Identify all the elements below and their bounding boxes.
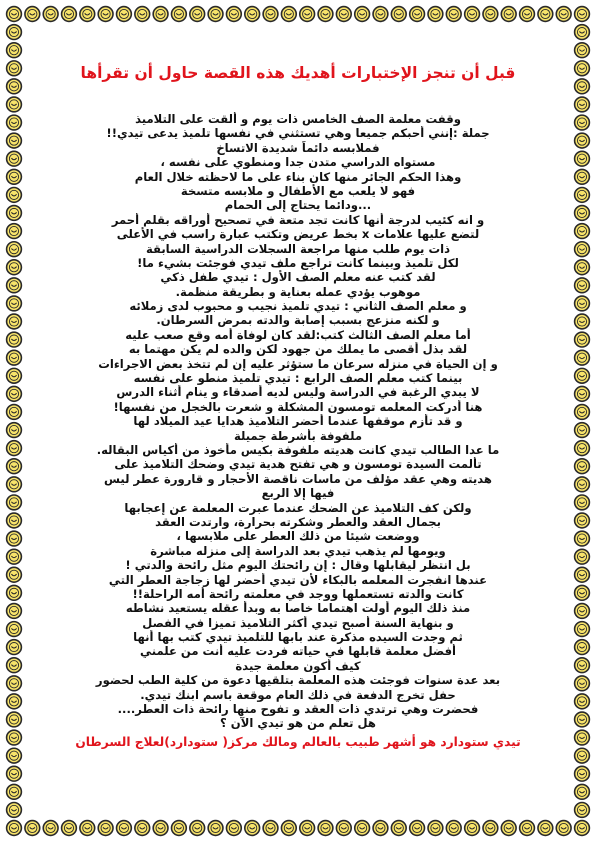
story-line: ذات يوم طلب منها مراجعة السجلات الدراسية السابقة [145, 241, 451, 256]
border-ornament [373, 7, 388, 22]
border-ornament [575, 803, 590, 818]
border-ornament [7, 531, 22, 546]
story-line: هل تعلم من هو تيدي الآن ؟ [220, 716, 376, 731]
story-line: و لكنه منزعج بسبب إصابة والدته بمرض السرطان. [156, 313, 440, 328]
story-line: و قد تأزم موقفها عندما أحضر التلاميذ هدايا عيد الميلاد لها [133, 414, 463, 429]
border-ornament [135, 7, 150, 22]
story-line: فهو لا يلعب مع الأطفال و ملابسه متسخة [180, 183, 416, 198]
border-ornament [428, 7, 443, 22]
border-ornament [7, 25, 22, 40]
border-ornament [575, 405, 590, 420]
border-ornament [575, 386, 590, 401]
border-ornament [117, 7, 132, 22]
border-ornament [7, 43, 22, 58]
border-ornament [575, 61, 590, 76]
border-ornament [172, 821, 187, 836]
story-line: و معلم الصف الثاني : تيدي تلميذ نجيب و محبوب لدى زملائه [129, 299, 467, 314]
border-ornament [226, 7, 241, 22]
border-ornament [575, 260, 590, 275]
border-ornament [7, 694, 22, 709]
border-ornament [263, 821, 278, 836]
story-line: كيف أكون معلمة جيدة [235, 658, 361, 673]
border-ornament [575, 25, 590, 40]
border-ornament [7, 513, 22, 528]
border-ornament [538, 821, 553, 836]
border-ornament [556, 7, 571, 22]
story-line: جملة :إنني أحبكم جميعا وهي تستثني في نفسها تلميذ يدعى تيدي!! [106, 126, 490, 141]
border-ornament [7, 242, 22, 257]
document-content [40, 58, 556, 818]
border-ornament [226, 821, 241, 836]
border-ornament [300, 821, 315, 836]
border-ornament [98, 821, 113, 836]
border-ornament [25, 821, 40, 836]
border-ornament [281, 821, 296, 836]
border-ornament [7, 97, 22, 112]
border-ornament [7, 133, 22, 148]
border-ornament [575, 43, 590, 58]
border-ornament [263, 7, 278, 22]
border-ornament [575, 206, 590, 221]
border-ornament [575, 296, 590, 311]
border-ornament [575, 585, 590, 600]
border-ornament [172, 7, 187, 22]
story-text [40, 112, 556, 731]
border-ornament [7, 604, 22, 619]
story-line: وهذا الحكم الجائر منها كان بناء على ما لاحظته خلال العام [134, 169, 462, 184]
story-line: ما عدا الطالب تيدي كانت هديته ملفوفة بكيس مأخوذ من أكياس البقاله. [96, 442, 500, 457]
story-line: ملفوفة بأشرطة جميلة [233, 428, 363, 443]
border-ornament [575, 513, 590, 528]
border-ornament [62, 821, 77, 836]
border-ornament [575, 79, 590, 94]
border-ornament [7, 314, 22, 329]
border-ornament [300, 7, 315, 22]
border-ornament [318, 7, 333, 22]
border-ornament [501, 7, 516, 22]
border-ornament [355, 821, 370, 836]
border-ornament [575, 784, 590, 799]
story-line: و انه كئيب لدرجة أنها كانت تجد متعة في تصحيح أوراقه بقلم أحمر [111, 212, 485, 227]
border-ornament [391, 821, 406, 836]
border-ornament [446, 7, 461, 22]
story-line: فملابسه دائماً شديدة الاتساخ [216, 140, 380, 155]
border-ornament [483, 821, 498, 836]
border-ornament [355, 7, 370, 22]
story-line: و إن الحياة في منزله سرعان ما ستؤثر عليه إن لم تتخذ بعض الاجراءات [98, 356, 498, 371]
border-ornament [575, 640, 590, 655]
border-ornament [7, 151, 22, 166]
border-ornament [7, 567, 22, 582]
border-ornament [575, 567, 590, 582]
border-ornament [7, 784, 22, 799]
border-ornament [7, 187, 22, 202]
border-ornament [7, 495, 22, 510]
border-ornament [575, 531, 590, 546]
border-ornament [575, 97, 590, 112]
border-ornament [7, 748, 22, 763]
border-ornament [7, 585, 22, 600]
border-ornament [190, 821, 205, 836]
border-ornament [7, 115, 22, 130]
border-ornament [208, 821, 223, 836]
border-ornament [7, 459, 22, 474]
border-ornament [7, 640, 22, 655]
border-ornament [153, 821, 168, 836]
border-ornament [245, 821, 260, 836]
border-ornament [575, 549, 590, 564]
border-ornament [575, 7, 590, 22]
border-ornament [7, 260, 22, 275]
border-ornament [575, 169, 590, 184]
border-ornament [7, 206, 22, 221]
border-ornament [7, 368, 22, 383]
story-line: هنا أدركت المعلمه تومسون المشكلة و شعرت بالخجل من نفسها! [113, 399, 483, 414]
border-ornament [7, 79, 22, 94]
border-ornament [7, 169, 22, 184]
border-ornament [575, 730, 590, 745]
border-ornament [501, 821, 516, 836]
border-ornament [575, 441, 590, 456]
border-ornament [556, 821, 571, 836]
border-ornament [7, 386, 22, 401]
border-ornament [98, 7, 113, 22]
border-ornament [575, 821, 590, 836]
story-line: لقد بذل أقصى ما يملك من جهود لكن والده لم يكن مهتما به [128, 342, 468, 357]
border-ornament [538, 7, 553, 22]
story-line: بجمال العقد والعطر وشكرته بحرارة، وارتدت العقد [155, 514, 441, 529]
story-line: وقفت معلمة الصف الخامس ذات يوم و ألقت على التلاميذ [135, 112, 461, 126]
story-line: كانت والدته تستعملها ووجد في معلمته رائحة أمه الراحلة!! [132, 586, 464, 601]
border-ornament [483, 7, 498, 22]
border-ornament [117, 821, 132, 836]
border-ornament [318, 821, 333, 836]
border-ornament [7, 441, 22, 456]
border-ornament [336, 7, 351, 22]
border-ornament [7, 549, 22, 564]
story-conclusion: تيدي ستودارد هو أشهر طبيب بالعالم ومالك مركز( ستودارد)لعلاج السرطان [75, 734, 521, 749]
border-ornament [373, 821, 388, 836]
story-line: لقد كتب عنه معلم الصف الأول : تيدي طفل ذكي [160, 270, 436, 285]
story-line: تألمت السيدة تومسون و هي تفتح هدية تيدي وضحك التلاميذ على [114, 457, 482, 472]
border-ornament [575, 622, 590, 637]
story-line: منذ ذلك اليوم أولت اهتماما خاصا به وبدأ عقله يستعيد نشاطه [125, 601, 471, 616]
story-line: أما معلم الصف الثالث كتب:لقد كان لوفاة أمه وقع صعب عليه [125, 327, 471, 342]
border-ornament [208, 7, 223, 22]
story-line: هديته وهي عقد مؤلف من ماسات ناقصة الأحجار و قارورة عطر ليس [104, 471, 492, 486]
border-ornament [575, 766, 590, 781]
border-ornament [7, 803, 22, 818]
border-ornament [7, 622, 22, 637]
story-line: بينما كتب معلم الصف الرابع : تيدي تلميذ منطو على نفسه [133, 371, 463, 386]
border-ornament [575, 712, 590, 727]
border-ornament [7, 423, 22, 438]
border-ornament [575, 278, 590, 293]
border-ornament [575, 133, 590, 148]
border-ornament [575, 115, 590, 130]
border-ornament [575, 314, 590, 329]
border-ornament [575, 151, 590, 166]
border-ornament [7, 405, 22, 420]
border-ornament [80, 7, 95, 22]
border-ornament [428, 821, 443, 836]
border-ornament [190, 7, 205, 22]
border-ornament [575, 604, 590, 619]
border-ornament [575, 676, 590, 691]
border-ornament [575, 694, 590, 709]
border-ornament [7, 658, 22, 673]
border-ornament [43, 7, 58, 22]
border-ornament [281, 7, 296, 22]
border-ornament [336, 821, 351, 836]
border-ornament [575, 658, 590, 673]
story-line: بعد عدة سنوات فوجئت هذه المعلمة بتلقيها دعوة من كلية الطب لحضور [95, 673, 501, 688]
border-ornament [7, 350, 22, 365]
story-line: بل انتظر ليقابلها وقال : إن رائحتك اليوم مثل رائحة والدتي ! [125, 558, 471, 573]
border-ornament [7, 477, 22, 492]
story-line: ويومها لم يذهب تيدي بعد الدراسة إلى منزله مباشرة [150, 543, 446, 558]
border-ornament [153, 7, 168, 22]
story-line: ووضعت شيئا من ذلك العطر على ملابسها ، [176, 529, 420, 544]
border-ornament [7, 224, 22, 239]
border-ornament [43, 821, 58, 836]
border-ornament [446, 821, 461, 836]
border-ornament [520, 821, 535, 836]
story-line: فحضرت وهي ترتدي ذات العقد و تفوح منها رائحة ذات العطر.... [117, 702, 479, 717]
border-ornament [80, 821, 95, 836]
border-ornament [7, 7, 22, 22]
border-ornament [575, 748, 590, 763]
story-line: لتضع عليها علامات x بخط عريض وتكتب عبارة راسب في الأعلى [116, 227, 480, 242]
border-ornament [7, 61, 22, 76]
border-ornament [575, 495, 590, 510]
story-line: و بنهاية السنة أصبح تيدي أكثر التلاميذ تميزا في الفصل [142, 615, 454, 630]
border-ornament [520, 7, 535, 22]
border-ornament [575, 350, 590, 365]
story-line: موهوب يؤدي عمله بعناية و بطريقة منظمة. [175, 284, 421, 299]
border-ornament [575, 242, 590, 257]
border-ornament [575, 332, 590, 347]
border-ornament [575, 187, 590, 202]
border-ornament [135, 821, 150, 836]
page-title: قبل أن تنجز الإختبارات أهديك هذه القصة حاول أن تقرأها [80, 64, 516, 82]
border-ornament [575, 423, 590, 438]
story-line: فيها إلا الربع [261, 486, 335, 501]
border-ornament [410, 7, 425, 22]
story-line: ثم وجدت السيده مذكرة عند بابها للتلميذ تيدي كتب بها أنها [133, 630, 463, 645]
border-ornament [25, 7, 40, 22]
border-ornament [575, 477, 590, 492]
border-ornament [465, 821, 480, 836]
border-ornament [575, 224, 590, 239]
border-ornament [7, 712, 22, 727]
border-ornament [575, 459, 590, 474]
story-line: عندها انفجرت المعلمه بالبكاء لأن تيدي أحضر لها زجاجة العطر التي [108, 572, 488, 587]
story-line: لا يبدي الرغبة في الدراسة وليس لديه أصدقاء و ينام أثناء الدرس [116, 385, 480, 400]
border-ornament [7, 278, 22, 293]
story-line: حفل تخرج الدفعة في ذلك العام موقعة باسم ابنك تيدي. [140, 687, 456, 702]
border-ornament [245, 7, 260, 22]
border-ornament [7, 296, 22, 311]
border-ornament [7, 766, 22, 781]
border-ornament [410, 821, 425, 836]
story-line: مستواه الدراسي متدن جدا ومنطوي على نفسه ، [160, 155, 436, 170]
border-ornament [7, 332, 22, 347]
border-ornament [7, 730, 22, 745]
story-line: أفضل معلمة قابلها في حياته فردت عليه أنت من علمني [139, 644, 457, 659]
story-line: لكل تلميذ وبينما كانت تراجع ملف تيدي فوجئت بشيء ما! [137, 255, 459, 270]
border-ornament [7, 821, 22, 836]
story-line: ...ودائما يحتاج إلى الحمام [224, 198, 372, 213]
border-ornament [391, 7, 406, 22]
border-ornament [465, 7, 480, 22]
story-line: ولكن كف التلاميذ عن الضحك عندما عبرت المعلمة عن إعجابها [124, 500, 472, 515]
border-ornament [7, 676, 22, 691]
border-ornament [575, 368, 590, 383]
border-ornament [62, 7, 77, 22]
